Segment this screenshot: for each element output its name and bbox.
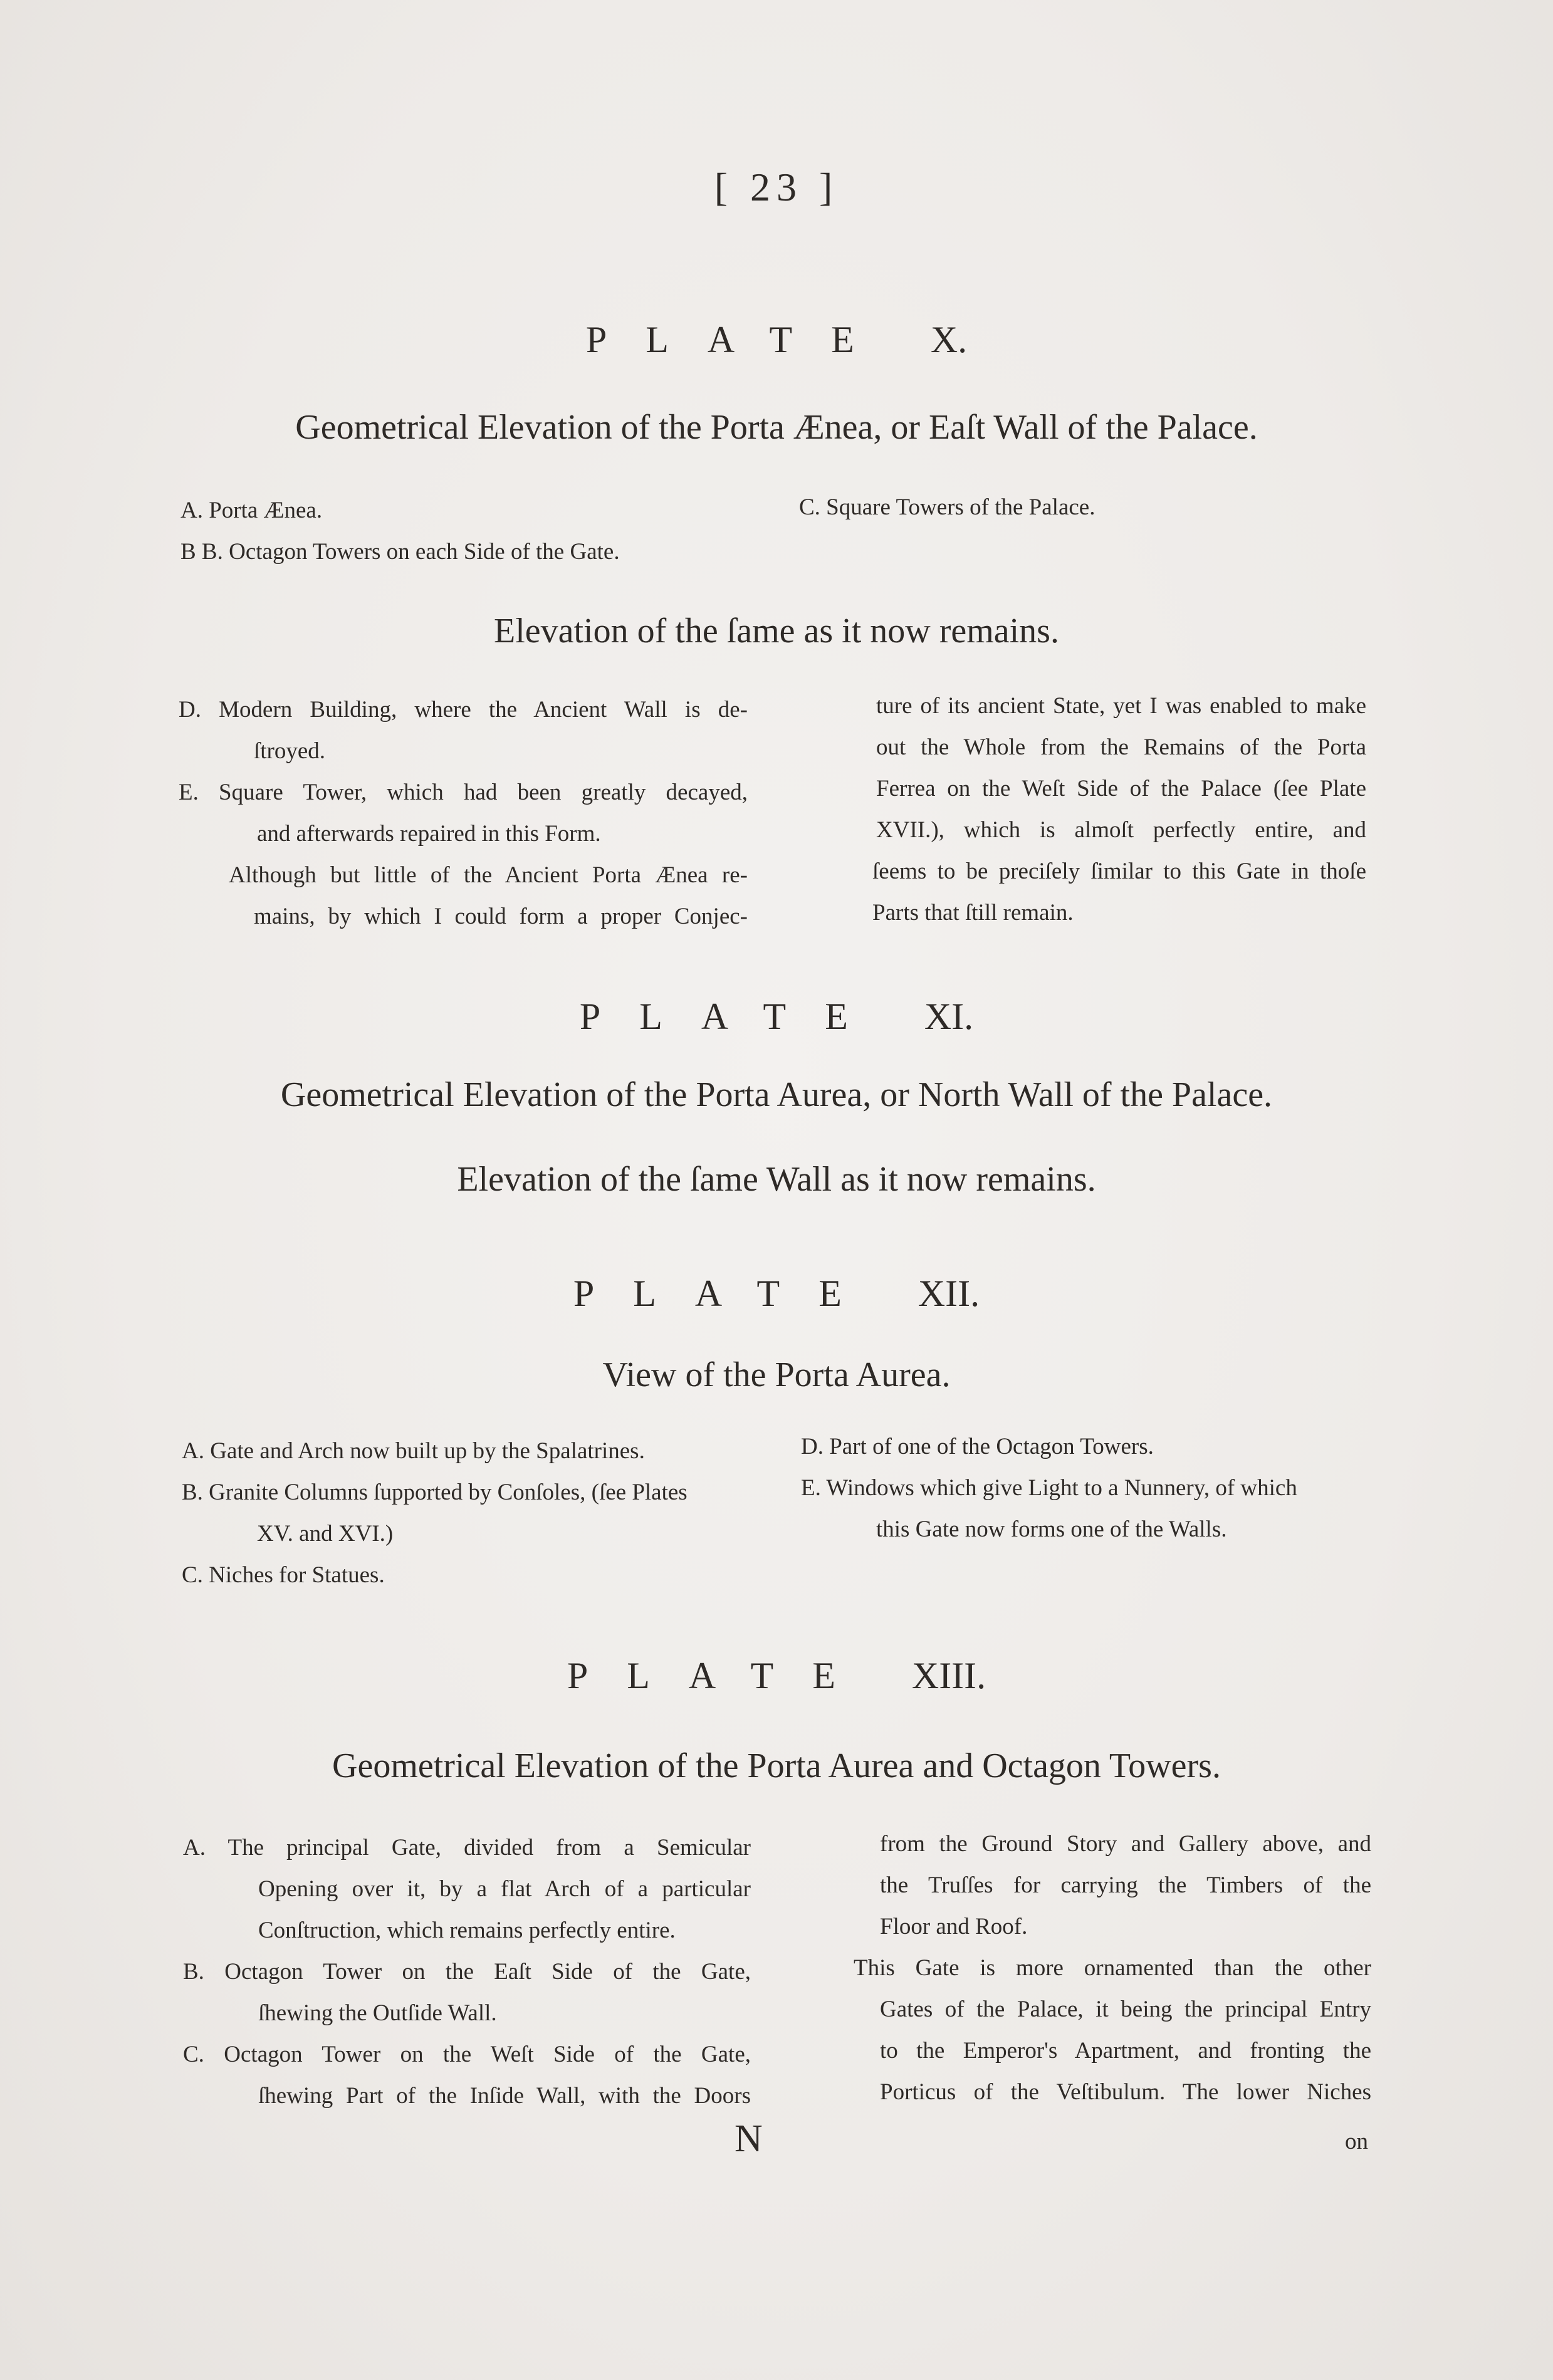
plate-number: X.	[930, 319, 968, 360]
page-number: [ 23 ]	[714, 165, 839, 209]
text-line: ſeems to be preciſely ſimilar to this Gate in thoſe	[872, 859, 1366, 884]
text-line: C. Octagon Tower on the Weſt Side of the Gate,	[183, 2042, 751, 2067]
key-item: C. Niches for Statues.	[182, 1562, 385, 1588]
text-line: XVII.), which is almoſt perfectly entire, and	[876, 817, 1366, 843]
text-line: mains, by which I could form a proper Conjec-	[254, 904, 748, 929]
key-item: D. Part of one of the Octagon Towers.	[801, 1434, 1154, 1459]
key-list-right	[801, 1426, 1297, 1550]
text-line: ture of its ancient State, yet I was enabled to make	[876, 693, 1366, 719]
key-list-left	[180, 490, 620, 573]
text-line: Conſtruction, which remains perfectly entire.	[258, 1918, 676, 1943]
text-line: A. The principal Gate, divided from a Semicular	[183, 1835, 751, 1861]
text-line: Parts that ſtill remain.	[872, 900, 1074, 926]
text-line: B. Octagon Tower on the Eaſt Side of the Gate,	[183, 1959, 751, 1985]
text-line: to the Emperor's Apartment, and fronting the	[880, 2038, 1371, 2064]
plate-title: Geometrical Elevation of the Porta Ænea, or Eaſt Wall of the Palace.	[295, 408, 1258, 447]
text-line: out the Whole from the Remains of the Porta	[876, 734, 1366, 760]
text-line: ſhewing Part of the Inſide Wall, with the Doors	[258, 2083, 751, 2109]
plate-number: XII.	[918, 1273, 980, 1314]
key-item: XV. and XVI.)	[257, 1521, 394, 1547]
plate-word: PLATE	[567, 1655, 874, 1696]
text-line: ſhewing the Outſide Wall.	[258, 2000, 497, 2026]
key-item: A. Gate and Arch now built up by the Spalatrines.	[182, 1438, 645, 1464]
plate-number: XI.	[924, 996, 974, 1037]
key-item: C. Square Towers of the Palace.	[799, 494, 1095, 520]
text-line: Ferrea on the Weſt Side of the Palace (ſee Plate	[876, 776, 1366, 801]
text-line: Gates of the Palace, it being the principal Entry	[880, 1996, 1371, 2022]
text-line: and afterwards repaired in this Form.	[257, 821, 601, 847]
plate-heading	[0, 1272, 1553, 1315]
key-list-left	[182, 1431, 688, 1596]
text-line: Opening over it, by a flat Arch of a particular	[258, 1876, 751, 1902]
text-line: D. Modern Building, where the Ancient Wall is de-	[179, 697, 748, 723]
key-list-right	[799, 487, 1095, 528]
plate-heading	[0, 995, 1553, 1038]
key-item: A. Porta Ænea.	[180, 498, 323, 523]
description-column-right	[872, 686, 1366, 934]
text-line: Floor and Roof.	[880, 1914, 1028, 1939]
key-item: E. Windows which give Light to a Nunnery, of which	[801, 1475, 1297, 1501]
plate-title: Geometrical Elevation of the Porta Aurea, or North Wall of the Palace.	[280, 1075, 1273, 1114]
plate-heading	[0, 318, 1553, 362]
plate-word: PLATE	[573, 1273, 881, 1314]
text-line: ſtroyed.	[254, 738, 326, 764]
text-line: from the Ground Story and Gallery above, and	[880, 1831, 1371, 1857]
plate-number: XIII.	[911, 1655, 986, 1696]
plate-subtitle: Elevation of the ſame as it now remains.	[494, 612, 1059, 650]
plate-word: PLATE	[579, 996, 887, 1037]
text-line: the Truſſes for carrying the Timbers of the	[880, 1872, 1371, 1898]
plate-title: Geometrical Elevation of the Porta Aurea and Octagon Towers.	[332, 1746, 1221, 1785]
signature-mark: N	[735, 2117, 763, 2160]
text-line: Although but little of the Ancient Porta Ænea re-	[229, 862, 748, 888]
description-column-left	[179, 689, 748, 937]
text-line: This Gate is more ornamented than the other	[854, 1955, 1371, 1981]
key-item: B B. Octagon Towers on each Side of the Gate.	[180, 539, 620, 565]
key-item: B. Granite Columns ſupported by Conſoles, (ſee Plates	[182, 1480, 688, 1505]
plate-heading	[0, 1654, 1553, 1698]
catchword: on	[1345, 2129, 1368, 2154]
description-column-right	[854, 1824, 1371, 2113]
text-line: E. Square Tower, which had been greatly decayed,	[179, 780, 748, 805]
plate-subtitle: Elevation of the ſame Wall as it now remains.	[457, 1160, 1096, 1199]
plate-word: PLATE	[585, 319, 893, 360]
plate-title: View of the Porta Aurea.	[602, 1355, 951, 1394]
description-column-left	[183, 1827, 751, 2117]
text-line: Porticus of the Veſtibulum. The lower Niches	[880, 2079, 1371, 2105]
key-item: this Gate now forms one of the Walls.	[876, 1516, 1227, 1542]
